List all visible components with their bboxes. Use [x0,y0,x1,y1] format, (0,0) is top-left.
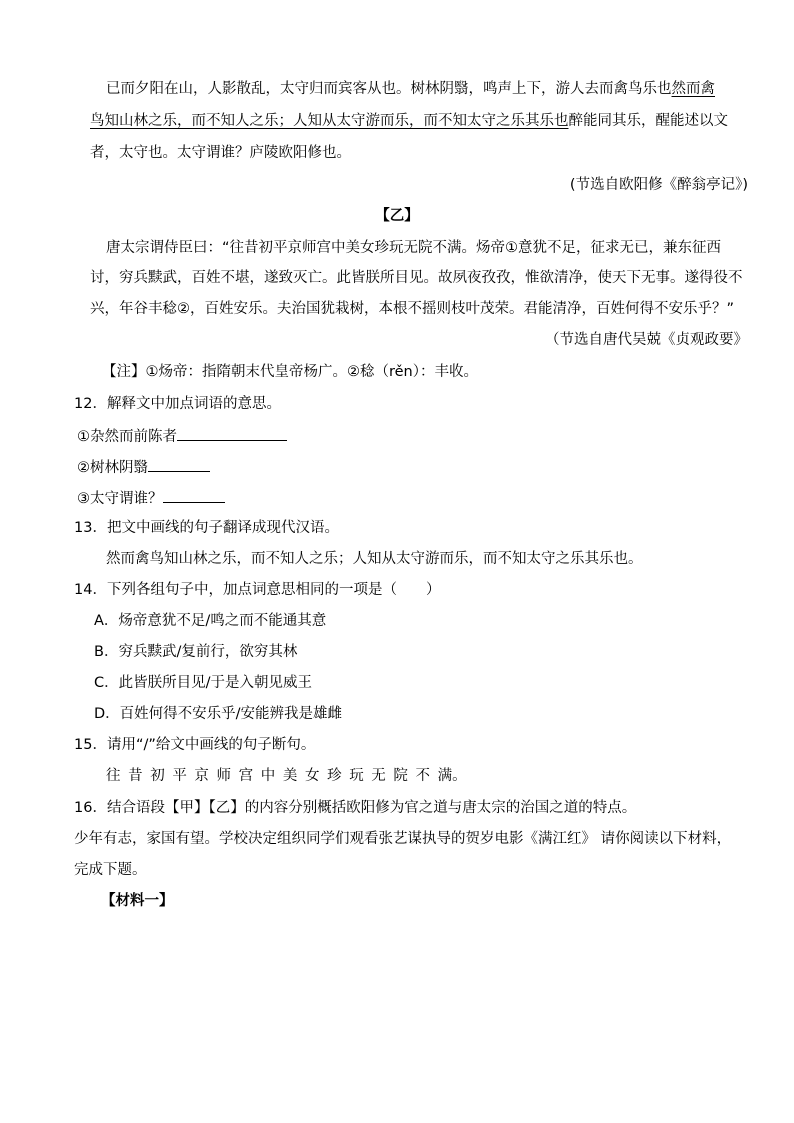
underlined-sentence-start: 然而禽 [671,81,715,97]
passage-jia-line-3: 者，太守也。太守谓谁？庐陵欧阳修也。 [90,145,351,161]
question-12-item-1-text: ①杂然而前陈者 [77,429,177,445]
question-12-item-3-text: ③太守谓谁？ [77,491,163,507]
question-15-stem: 15．请用“/”给文中画线的句子断句。 [74,737,316,753]
question-12-item-1 [77,425,287,447]
question-12-item-2 [77,456,210,478]
answer-blank-3[interactable] [163,487,225,503]
question-13-stem: 13．把文中画线的句子翻译成现代汉语。 [74,520,339,536]
passage-yi-line-3: 兴，年谷丰稔②，百姓安乐。夫治国犹栽树，本根不摇则枝叶茂荣。君能清净，百姓何得不安乐乎？” [90,301,735,317]
answer-blank-1[interactable] [177,425,287,441]
question-16-stem: 16．结合语段【甲】【乙】的内容分别概括欧阳修为官之道与唐太宗的治国之道的特点。 [74,800,637,816]
answer-blank-2[interactable] [148,456,210,472]
passage-jia-line-2 [90,111,728,131]
reading-intro-line-2: 完成下题。 [74,862,147,878]
passage-jia-line-1 [106,79,715,99]
underlined-sentence-end: 鸟知山林之乐，而不知人之乐；人知从太守游而乐，而不知太守之乐其乐也 [90,113,569,129]
question-12-item-2-text: ②树林阴翳 [77,460,148,476]
question-14-stem: 14．下列各组句子中，加点词意思相同的一项是（ ） [74,582,441,598]
passage-jia-line-2-text: 醉能同其乐，醒能述以文 [568,113,728,129]
passage-yi-line-2: 讨，穷兵黩武，百姓不堪，遂致灭亡。此皆朕所目见。故夙夜孜孜，惟欲清净，使天下无事。遂得役不 [90,270,743,286]
passage-yi-heading: 【乙】 [375,208,419,224]
question-14-option-c[interactable]: C．此皆朕所目见/于是入朝见威王 [94,675,313,691]
passage-jia-source: (节选自欧阳修《醉翁亭记》) [569,177,748,193]
passage-yi-source: （节选自唐代吴兢《贞观政要》 [545,332,748,348]
question-14-option-a[interactable]: A．炀帝意犹不足/鸣之而不能通其意 [94,613,327,629]
question-14-option-d[interactable]: D．百姓何得不安乐乎/安能辨我是雄雌 [94,706,343,722]
question-12-item-3 [77,487,225,509]
reading-intro-line-1: 少年有志，家国有望。学校决定组织同学们观看张艺谋执导的贺岁电影《满江红》 请你阅读以下材料， [74,831,732,847]
annotation-note: 【注】①炀帝：指隋朝末代皇帝杨广。②稔（rěn）：丰收。 [102,364,478,380]
question-12-stem: 12．解释文中加点词语的意思。 [74,396,281,412]
passage-yi-line-1: 唐太宗谓侍臣曰：“往昔初平京师宫中美女珍玩无院不满。炀帝①意犹不足，征求无已，兼东征西 [106,240,722,256]
question-14-option-b[interactable]: B．穷兵黩武/复前行，欲穷其林 [94,644,298,660]
question-13-sentence: 然而禽鸟知山林之乐，而不知人之乐；人知从太守游而乐，而不知太守之乐其乐也。 [106,551,643,567]
question-15-sentence: 往 昔 初 平 京 师 宫 中 美 女 珍 玩 无 院 不 满。 [106,768,467,784]
material-one-label: 【材料一】 [101,893,174,909]
passage-jia-line-1-text: 已而夕阳在山，人影散乱，太守归而宾客从也。树林阴翳，鸣声上下，游人去而禽鸟乐也 [106,81,672,97]
